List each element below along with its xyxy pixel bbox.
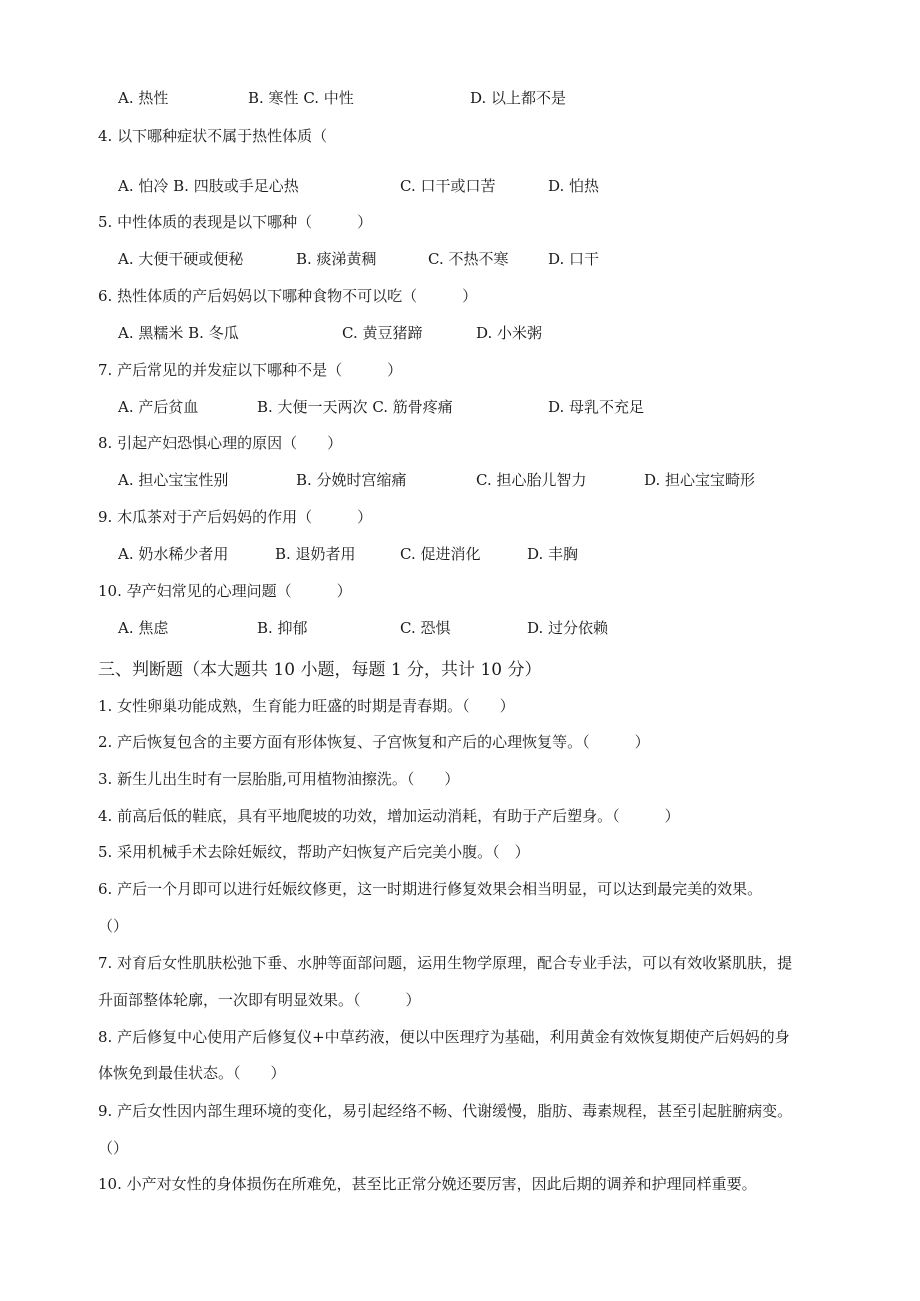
q6-option-ab: A. 黑糯米 B. 冬瓜 [118,324,239,342]
q10-option-b: B. 抑郁 [257,619,308,637]
judge-item-9 [98,1100,792,1121]
item-number: 3 [98,770,108,788]
item-text: . 女性卵巢功能成熟，生育能力旺盛的时期是青春期。（ ） [107,697,515,715]
item-number: 1 [98,697,108,715]
item-text: . 产后一个月即可以进行妊娠纹修更，这一时期进行修复效果会相当明显，可以达到最完美的效果。 [107,880,763,898]
question-number: 6 [98,287,108,305]
q7-option-d: D. 母乳不充足 [548,398,645,416]
judge-item-6 [98,878,762,899]
question-text: . 热性体质的产后妈妈以下哪种食物不可以吃（ ） [107,287,478,305]
question-7 [98,359,402,380]
judge-item-9-continued: （） [98,1139,129,1157]
judge-item-2 [98,731,650,752]
item-number: 6 [98,880,108,898]
question-6 [98,285,477,306]
q3-option-a: A. 热性 [118,89,169,107]
q9-option-a: A. 奶水稀少者用 [118,545,229,563]
q8-option-b: B. 分娩时宫缩痛 [296,471,407,489]
q5-option-a: A. 大便干硬或便秘 [118,250,244,268]
judge-item-3 [98,768,459,789]
section-3-title: 三、判断题（本大题共 10 小题，每题 1 分，共计 10 分） [98,660,542,680]
judge-item-8-continued: 体恢免到最佳状态。（ ） [98,1064,286,1082]
question-number: 8 [98,434,108,452]
question-8 [98,432,342,453]
question-text: . 木瓜茶对于产后妈妈的作用（ ） [107,508,373,526]
item-text: . 产后女性因内部生理环境的变化，易引起经络不畅、代谢缓慢，脂肪、毒素规程，甚至引起脏腑病变。 [107,1102,793,1120]
q7-option-a: A. 产后贫血 [118,398,199,416]
item-number: 9 [98,1102,108,1120]
q7-option-bc: B. 大便一天两次 C. 筋骨疼痛 [257,398,453,416]
item-number: 4 [98,807,108,825]
q6-option-d: D. 小米粥 [476,324,543,342]
judge-item-6-continued: （） [98,917,129,935]
q5-option-d: D. 口干 [548,250,600,268]
q8-option-a: A. 担心宝宝性别 [118,471,229,489]
q9-option-c: C. 促进消化 [400,545,481,563]
q10-option-d: D. 过分依赖 [527,619,609,637]
question-text: . 以下哪种症状不属于热性体质（ [107,127,328,145]
item-number: 10 [98,1175,118,1193]
item-text: . 前高后低的鞋底，具有平地爬坡的功效，增加运动消耗，有助于产后塑身。（ ） [107,807,680,825]
item-text: . 产后修复中心使用产后修复仪+中草药液，便以中医理疗为基础，利用黄金有效恢复期使产后妈妈的身 [107,1028,790,1046]
judge-item-5 [98,841,530,862]
judge-item-1 [98,695,515,716]
question-number: 5 [98,213,108,231]
q5-option-b: B. 痰涕黄稠 [296,250,377,268]
judge-item-7 [98,952,792,973]
q8-option-c: C. 担心胎儿智力 [476,471,587,489]
question-text: . 中性体质的表现是以下哪种（ ） [107,213,373,231]
question-9 [98,506,372,527]
item-text: . 产后恢复包含的主要方面有形体恢复、子宫恢复和产后的心理恢复等。（ ） [107,733,650,751]
q4-option-d: D. 怕热 [548,177,600,195]
q6-option-c: C. 黄豆猪蹄 [342,324,423,342]
question-10 [98,580,352,601]
item-text: . 新生儿出生时有一层胎脂,可用植物油擦洗。（ ） [107,770,460,788]
q3-option-d: D. 以上都不是 [470,89,567,107]
item-text: . 采用机械手术去除妊娠纹，帮助产妇恢复产后完美小腹。（ ） [107,843,530,861]
q3-option-bc: B. 寒性 C. 中性 [248,89,354,107]
judge-item-10 [98,1173,757,1194]
judge-item-7-continued: 升面部整体轮廓，一次即有明显效果。（ ） [98,991,421,1009]
question-number: 9 [98,508,108,526]
item-number: 8 [98,1028,108,1046]
item-number: 7 [98,954,108,972]
item-text: . 对育后女性肌肤松弛下垂、水肿等面部问题，运用生物学原理，配合专业手法，可以有效收紧肌肤，提 [107,954,793,972]
question-4 [98,125,327,146]
item-number: 2 [98,733,108,751]
question-number: 7 [98,361,108,379]
q9-option-b: B. 退奶者用 [275,545,356,563]
question-text: . 引起产妇恐惧心理的原因（ ） [107,434,343,452]
q4-option-c: C. 口干或口苦 [400,177,496,195]
question-number: 4 [98,127,108,145]
q10-option-a: A. 焦虑 [118,619,169,637]
question-text: . 孕产妇常见的心理问题（ ） [117,582,352,600]
item-text: . 小产对女性的身体损伤在所难免，甚至比正常分娩还要厉害，因此后期的调养和护理同样重要。 [117,1175,757,1193]
q10-option-c: C. 恐惧 [400,619,451,637]
q8-option-d: D. 担心宝宝畸形 [644,471,756,489]
item-number: 5 [98,843,108,861]
question-5 [98,211,372,232]
judge-item-8 [98,1026,790,1047]
q4-option-ab: A. 怕冷 B. 四肢或手足心热 [118,177,299,195]
question-text: . 产后常见的并发症以下哪种不是（ ） [107,361,403,379]
q9-option-d: D. 丰胸 [527,545,579,563]
judge-item-4 [98,805,680,826]
question-number: 10 [98,582,118,600]
q5-option-c: C. 不热不寒 [428,250,509,268]
